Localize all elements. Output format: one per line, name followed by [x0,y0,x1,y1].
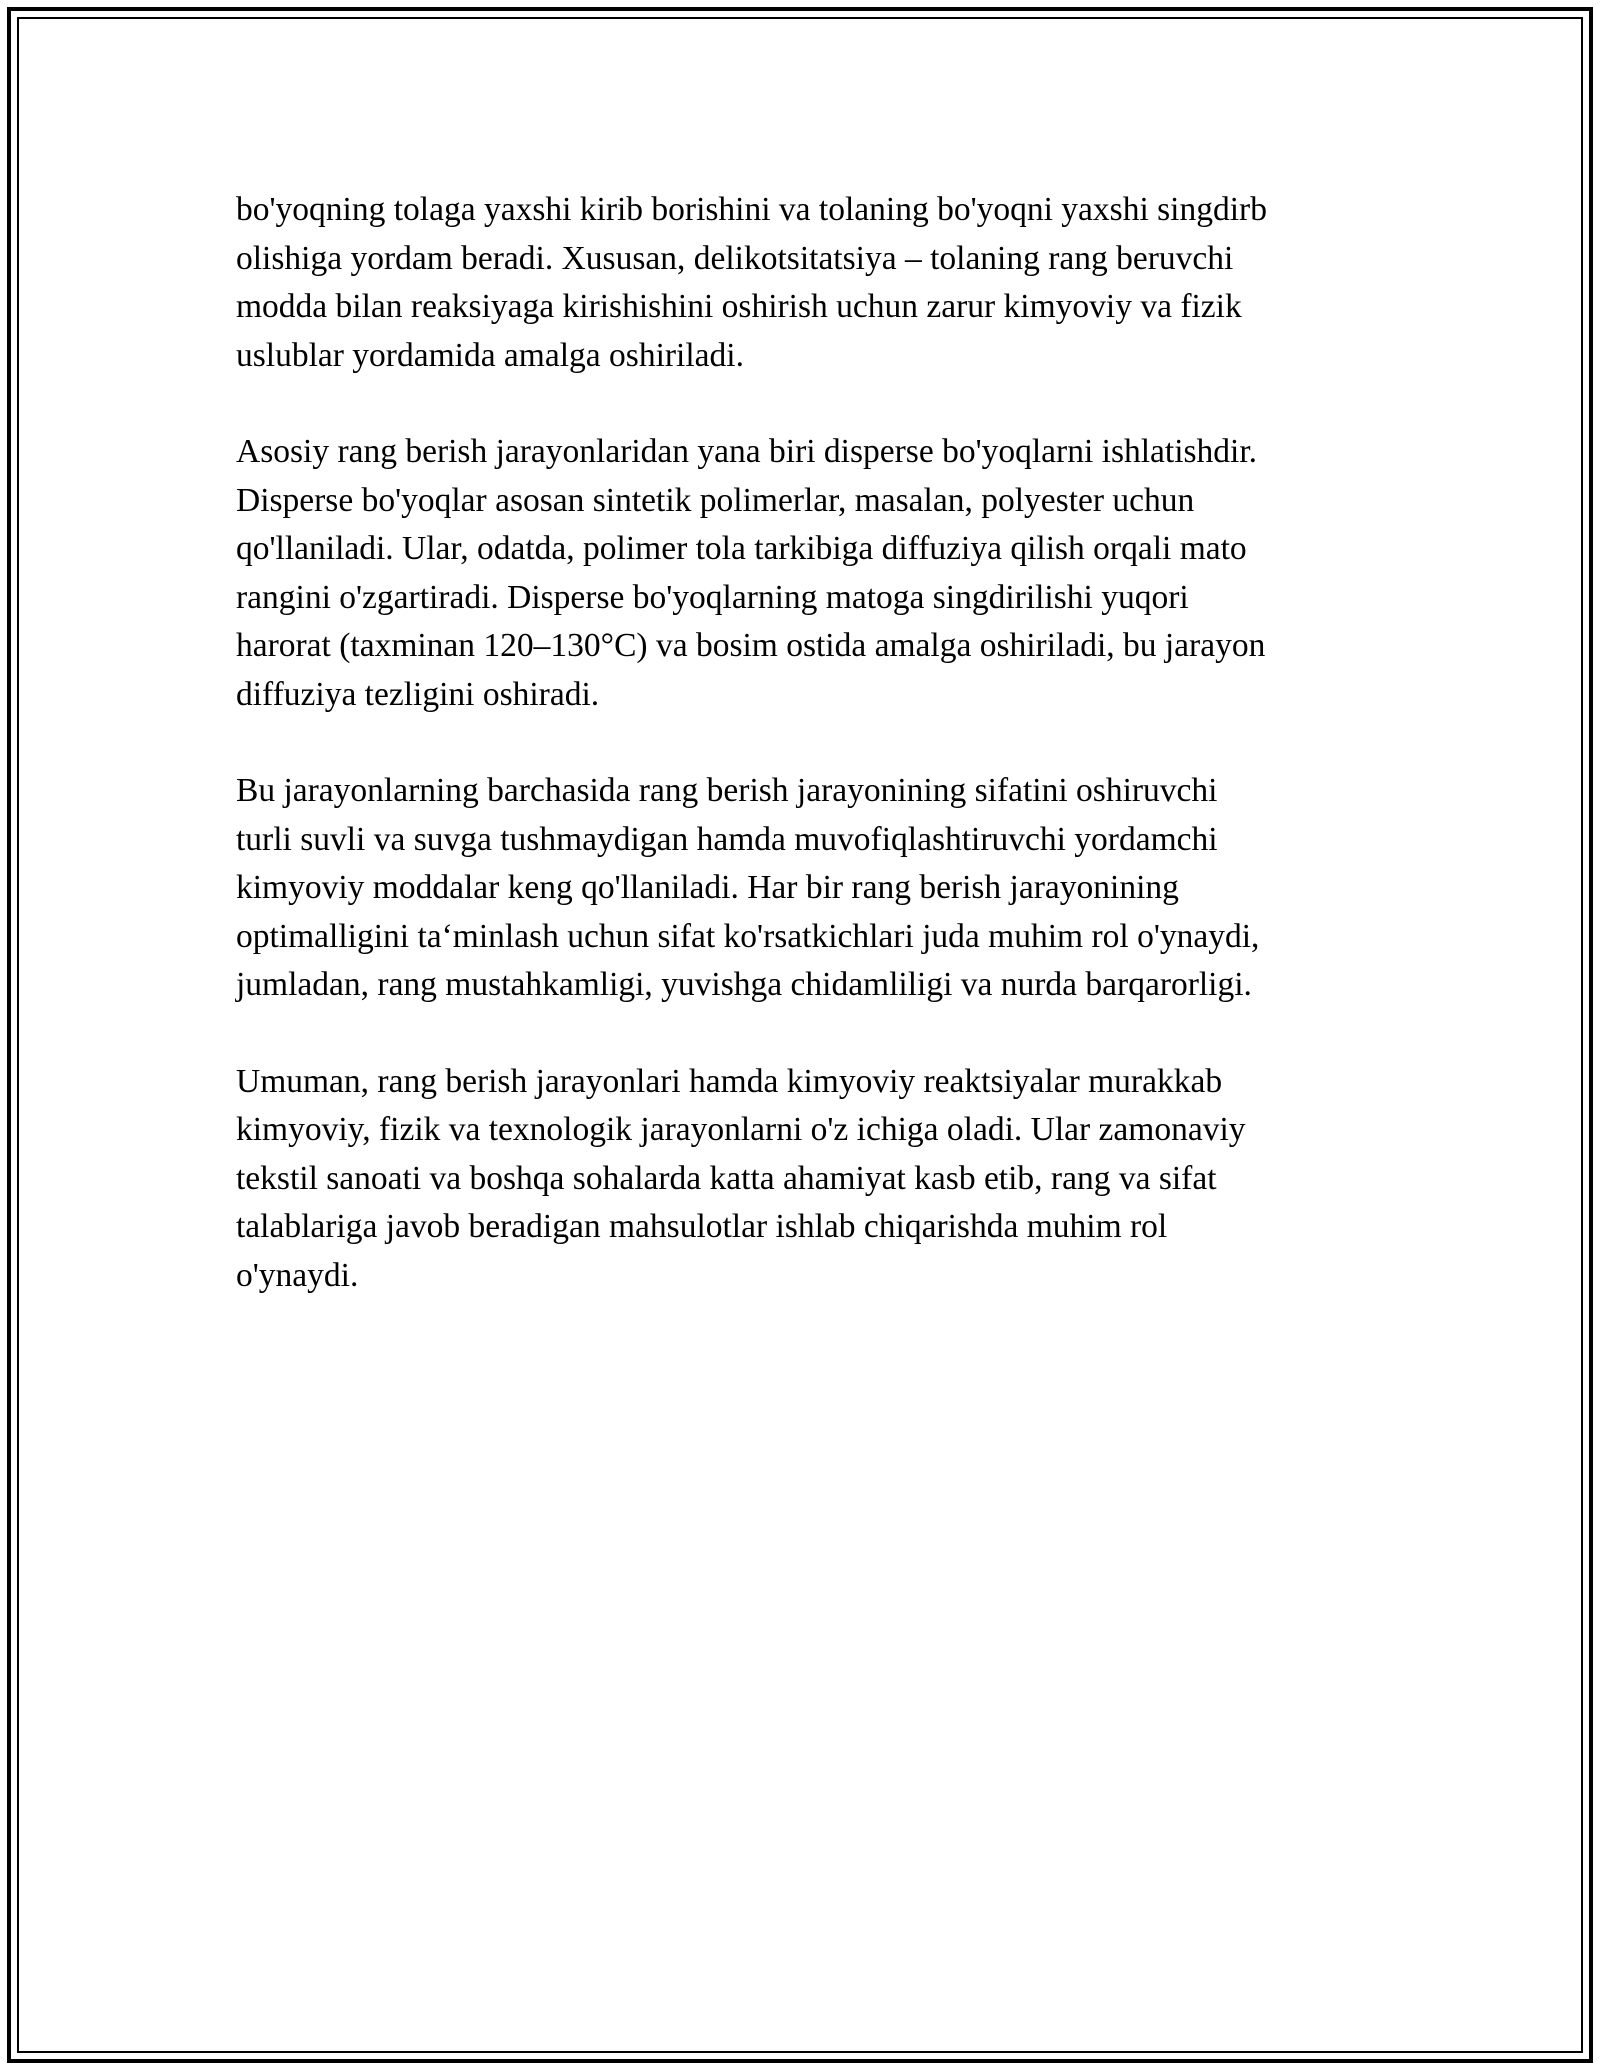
text-line: olishiga yordam beradi. Xususan, delikotsitatsiya – tolaning rang beruvchi [236,239,1234,277]
paragraph-2 [236,428,1376,719]
text-line: qo'llaniladi. Ular, odatda, polimer tola tarkibiga diffuziya qilish orqali mato [236,530,1247,567]
text-line: turli suvli va suvga tushmaydigan hamda muvofiqlashtiruvchi yordamchi [236,820,1218,858]
text-line: o'ynaydi. [236,1256,359,1294]
text-line: tekstil sanoati va boshqa sohalarda katta ahamiyat kasb etib, rang va sifat [236,1159,1217,1197]
text-line: talablariga javob beradigan mahsulotlar ishlab chiqarishda muhim rol [236,1208,1168,1245]
text-line: Asosiy rang berish jarayonlaridan yana biri disperse bo'yoqlarni ishlatishdir. [236,433,1258,470]
text-line: uslublar yordamida amalga oshiriladi. [236,336,744,374]
text-line: kimyoviy, fizik va texnologik jarayonlarni o'z ichiga oladi. Ular zamonaviy [236,1111,1246,1148]
paragraph-1 [236,186,1376,380]
text-line: Disperse bo'yoqlar asosan sintetik polimerlar, masalan, polyester uchun [236,481,1195,519]
text-line: harorat (taxminan 120–130°C) va bosim ostida amalga oshiriladi, bu jarayon [236,627,1266,664]
text-line: kimyoviy moddalar keng qo'llaniladi. Har bir rang berish jarayonining [236,869,1179,906]
paragraph-3 [236,767,1376,1010]
text-line: jumladan, rang mustahkamligi, yuvishga chidamliligi va nurda barqarorligi. [236,966,1252,1003]
paragraph-4 [236,1058,1376,1301]
document-body [236,186,1376,1348]
text-line: Bu jarayonlarning barchasida rang berish jarayonining sifatini oshiruvchi [236,772,1218,809]
text-line: bo'yoqning tolaga yaxshi kirib borishini va tolaning bo'yoqni yaxshi singdirb [236,191,1267,228]
text-line: rangini o'zgartiradi. Disperse bo'yoqlarning matoga singdirilishi yuqori [236,578,1189,616]
text-line: diffuziya tezligini oshiradi. [236,675,600,713]
text-line: optimalligini ta‘minlash uchun sifat ko'rsatkichlari juda muhim rol o'ynaydi, [236,917,1260,955]
text-line: Umuman, rang berish jarayonlari hamda kimyoviy reaktsiyalar murakkab [236,1062,1223,1100]
text-line: modda bilan reaksiyaga kirishishini oshirish uchun zarur kimyoviy va fizik [236,288,1242,325]
